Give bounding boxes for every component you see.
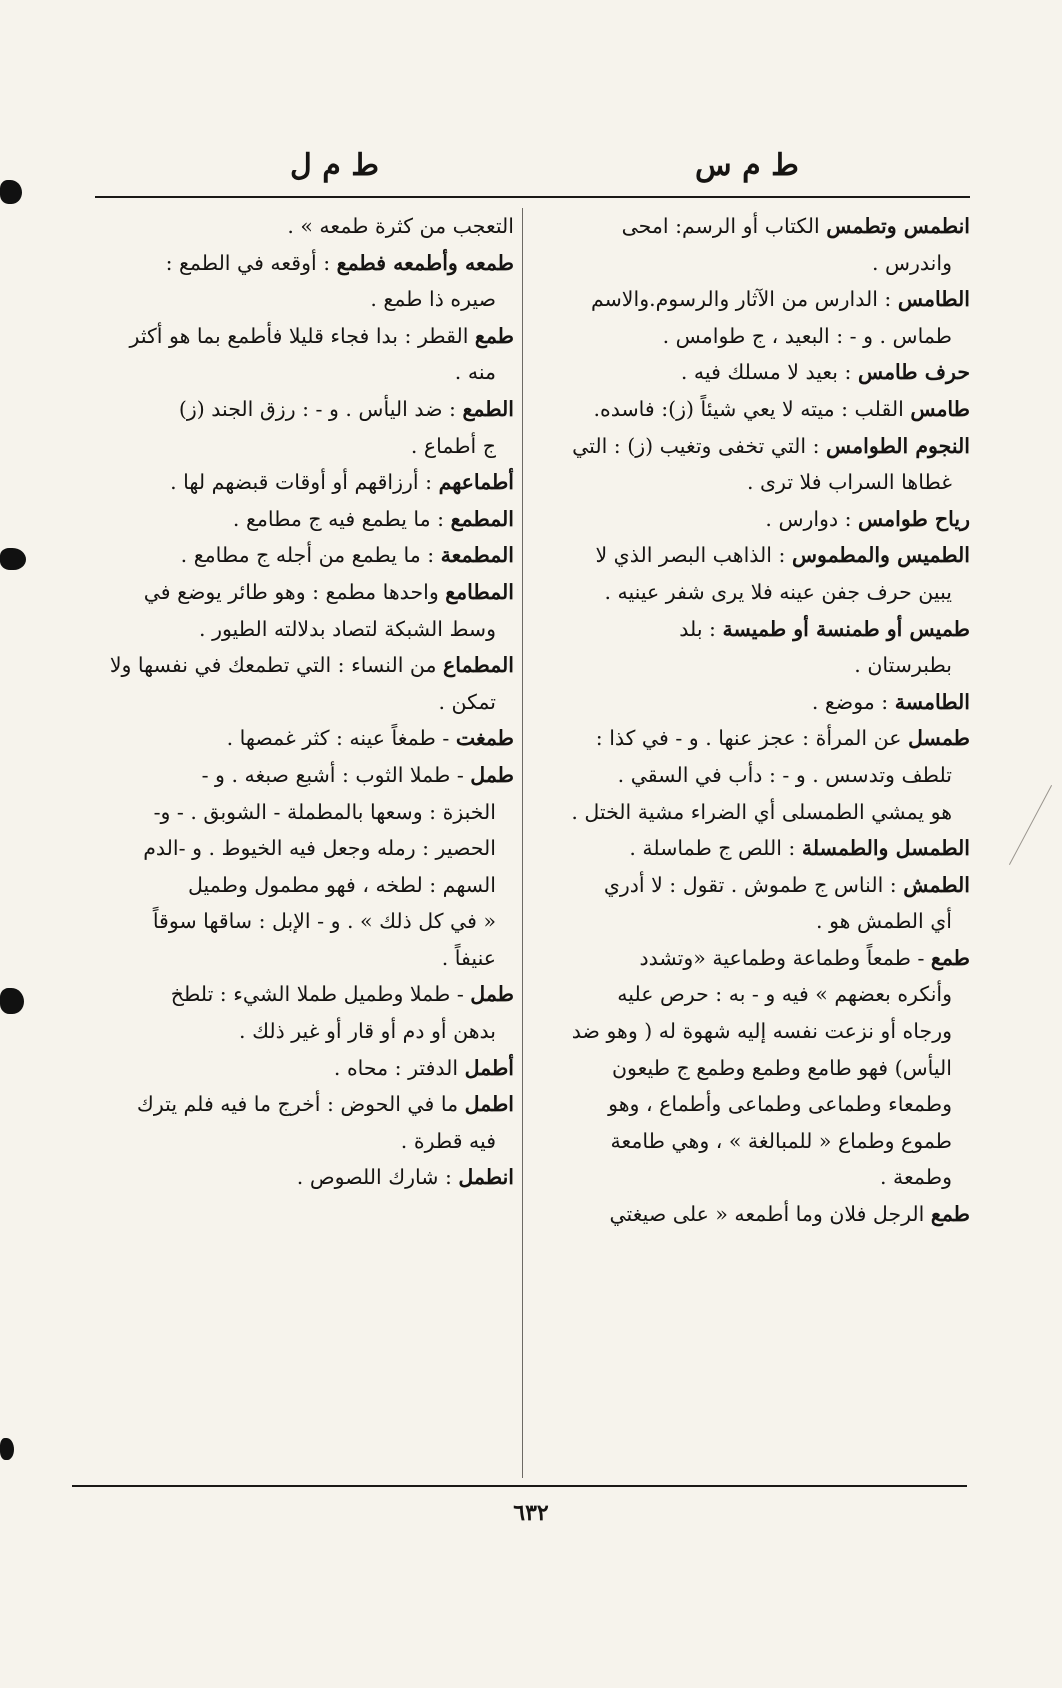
entry-line bbox=[72, 464, 514, 501]
dictionary-entry bbox=[72, 720, 514, 757]
entry-line bbox=[72, 501, 514, 538]
entry-line bbox=[72, 830, 514, 867]
entry-text: ج أطماع . bbox=[410, 433, 496, 458]
entry-headword: الطمسل والطمسلة bbox=[801, 836, 970, 861]
entry-text: التعجب من كثرة طمعه » . bbox=[287, 214, 514, 238]
dictionary-entry bbox=[72, 464, 514, 501]
entry-text: « في كل ذلك » . و - الإبل : ساقها سوقاً bbox=[152, 909, 496, 934]
entry-line bbox=[532, 245, 970, 282]
entry-text: تمكن . bbox=[438, 689, 496, 714]
entry-headword: النجوم الطوامس bbox=[826, 433, 970, 458]
dictionary-entry bbox=[532, 501, 970, 538]
entry-line bbox=[72, 903, 514, 940]
entry-text: : الدارس من الآثار والرسوم.والاسم bbox=[590, 287, 892, 312]
dictionary-entry bbox=[532, 684, 970, 721]
dictionary-entry bbox=[532, 281, 970, 354]
dictionary-entry bbox=[72, 757, 514, 977]
entry-text: يبين حرف جفن عينه فلا يرى شفر عينيه . bbox=[604, 579, 952, 604]
entry-line bbox=[532, 903, 970, 940]
entry-line bbox=[72, 976, 514, 1013]
dictionary-entry bbox=[72, 574, 514, 647]
entry-line bbox=[72, 720, 514, 757]
entry-line bbox=[72, 208, 514, 245]
entry-text: : أوقعه في الطمع : bbox=[165, 250, 331, 275]
entry-headword: الطامس bbox=[897, 287, 970, 312]
entry-headword: حرف طامس bbox=[857, 360, 970, 385]
entry-line bbox=[532, 1013, 970, 1050]
entry-text: - طمغاً عينه : كثر غمصها . bbox=[226, 726, 450, 751]
entry-text: القطر : بدا فجاء قليلا فأطمع بما هو أكثر bbox=[129, 323, 469, 348]
right-column bbox=[532, 208, 970, 1233]
entry-text: : اللص ج طماسلة . bbox=[629, 836, 796, 861]
entry-line bbox=[72, 391, 514, 428]
entry-line bbox=[72, 684, 514, 721]
scan-blot bbox=[0, 1438, 14, 1460]
entry-line bbox=[532, 537, 970, 574]
running-header-left: ط م ل bbox=[290, 148, 380, 183]
entry-line bbox=[532, 464, 970, 501]
entry-line bbox=[532, 757, 970, 794]
entry-text: : ما يطمع من أجله ج مطامع . bbox=[180, 543, 435, 568]
entry-line bbox=[532, 1050, 970, 1087]
entry-headword: طمغت bbox=[455, 726, 514, 751]
entry-line bbox=[532, 501, 970, 538]
entry-headword: انطمس وتطمس bbox=[826, 214, 970, 238]
entry-line bbox=[532, 647, 970, 684]
entry-headword: الطمش bbox=[903, 872, 970, 897]
entry-line bbox=[532, 428, 970, 465]
entry-line bbox=[532, 208, 970, 245]
running-header-right: ط م س bbox=[695, 148, 799, 183]
entry-text: عن المرأة : عجز عنها . و - في كذا : bbox=[595, 726, 902, 751]
entry-text: القلب : ميته لا يعي شيئاً (ز): فاسده. bbox=[593, 396, 904, 421]
entry-text: ورجاه أو نزعت نفسه إليه شهوة له ( وهو ضد bbox=[571, 1019, 952, 1044]
dictionary-entry bbox=[532, 537, 970, 610]
entry-text: عنيفاً . bbox=[441, 945, 496, 970]
entry-line bbox=[72, 647, 514, 684]
entry-headword: المطامع bbox=[445, 579, 514, 604]
entry-line bbox=[72, 1013, 514, 1050]
dictionary-entry bbox=[72, 1050, 514, 1087]
entry-text: أي الطمش هو . bbox=[816, 909, 952, 934]
entry-text: الرجل فلان وما أطمعه « على صيغتي bbox=[609, 1202, 925, 1227]
dictionary-entry bbox=[532, 391, 970, 428]
dictionary-entry bbox=[72, 318, 514, 391]
footer-rule bbox=[72, 1485, 967, 1487]
entry-text: : ضد اليأس . و - : رزق الجند (ز) bbox=[178, 396, 456, 421]
entry-text: ما في الحوض : أخرج ما فيه فلم يترك bbox=[136, 1092, 459, 1117]
dictionary-entry bbox=[72, 391, 514, 464]
column-divider bbox=[522, 208, 523, 1478]
entry-headword: الطميس والمطموس bbox=[791, 543, 970, 568]
entry-headword: انطمل bbox=[458, 1165, 514, 1190]
dictionary-entry bbox=[532, 867, 970, 940]
entry-text: واندرس . bbox=[871, 250, 952, 275]
entry-line bbox=[532, 830, 970, 867]
entry-line bbox=[532, 794, 970, 831]
entry-text: : بعيد لا مسلك فيه . bbox=[680, 360, 852, 385]
entry-text: : موضع . bbox=[811, 689, 889, 714]
entry-headword: طمع bbox=[930, 945, 970, 970]
entry-headword: طمعه وأطمعه فطمع bbox=[336, 250, 514, 275]
entry-text: السهم : لطخه ، فهو مطمول وطميل bbox=[188, 872, 496, 897]
entry-headword: طمع bbox=[930, 1202, 970, 1227]
dictionary-entry bbox=[532, 354, 970, 391]
entry-text: الكتاب أو الرسم: امحى bbox=[621, 214, 820, 238]
entry-headword: المطمعة bbox=[440, 543, 514, 568]
entry-text: تلطف وتدسس . و - : دأب في السقي . bbox=[617, 762, 952, 787]
dictionary-entry bbox=[72, 1086, 514, 1159]
entry-text: من النساء : التي تطمعك في نفسها ولا bbox=[109, 653, 437, 678]
entry-line bbox=[532, 1086, 970, 1123]
dictionary-entry bbox=[532, 428, 970, 501]
entry-headword: الطمع bbox=[462, 396, 514, 421]
entry-text: بدهن أو دم أو قار أو غير ذلك . bbox=[239, 1019, 496, 1044]
entry-line bbox=[72, 428, 514, 465]
dictionary-entry bbox=[72, 245, 514, 318]
entry-headword: المطماع bbox=[443, 653, 514, 678]
entry-line bbox=[532, 611, 970, 648]
entry-line bbox=[72, 281, 514, 318]
dictionary-entry bbox=[532, 1196, 970, 1233]
entry-headword: طمل bbox=[470, 982, 514, 1007]
entry-line bbox=[532, 318, 970, 355]
entry-headword: رياح طوامس bbox=[858, 506, 970, 531]
dictionary-entry bbox=[72, 976, 514, 1049]
scan-blot bbox=[0, 988, 24, 1014]
entry-line bbox=[72, 1159, 514, 1196]
entry-headword: أطماعهم bbox=[438, 470, 514, 495]
entry-headword: اطمل bbox=[464, 1092, 514, 1117]
entry-line bbox=[72, 794, 514, 831]
entry-text: - طملا الثوب : أشبع صبغه . و - bbox=[201, 762, 464, 787]
entry-headword: طمل bbox=[470, 762, 514, 787]
dictionary-entry bbox=[72, 1159, 514, 1196]
entry-text: : الذاهب البصر الذي لا bbox=[595, 543, 786, 568]
entry-text: منه . bbox=[454, 360, 496, 385]
entry-headword: طميس أو طمنسة أو طميسة bbox=[722, 616, 970, 641]
dictionary-entry bbox=[532, 720, 970, 830]
dictionary-entry bbox=[532, 208, 970, 281]
entry-line bbox=[532, 574, 970, 611]
entry-text: : ما يطمع فيه ج مطامع . bbox=[232, 506, 445, 531]
entry-line bbox=[72, 1123, 514, 1160]
dictionary-entry bbox=[72, 208, 514, 245]
entry-text: وطمعة . bbox=[880, 1165, 952, 1190]
scan-blot bbox=[0, 180, 22, 204]
entry-line bbox=[532, 281, 970, 318]
dictionary-entry bbox=[532, 940, 970, 1196]
entry-line bbox=[72, 757, 514, 794]
entry-line bbox=[532, 940, 970, 977]
entry-line bbox=[532, 354, 970, 391]
scan-stray-line bbox=[1009, 785, 1052, 865]
entry-text: وسط الشبكة لتصاد بدلالته الطيور . bbox=[199, 616, 496, 641]
entry-line bbox=[72, 354, 514, 391]
entry-text: الخبزة : وسعها بالمطملة - الشوبق . - و- bbox=[153, 799, 496, 824]
entry-headword: أطمل bbox=[464, 1055, 514, 1080]
entry-line bbox=[532, 1159, 970, 1196]
entry-headword: المطمع bbox=[450, 506, 514, 531]
left-column bbox=[72, 208, 514, 1196]
entry-headword: طامس bbox=[910, 396, 970, 421]
entry-text: واحدها مطمع : وهو طائر يوضع في bbox=[143, 579, 439, 604]
entry-line bbox=[532, 720, 970, 757]
entry-line bbox=[72, 574, 514, 611]
entry-line bbox=[532, 1196, 970, 1233]
entry-line bbox=[72, 1086, 514, 1123]
entry-text: وطمعاء وطماعى وطماعى وأطماع ، وهو bbox=[608, 1092, 952, 1117]
dictionary-entry bbox=[532, 611, 970, 684]
entry-line bbox=[532, 1123, 970, 1160]
entry-line bbox=[532, 976, 970, 1013]
entry-headword: الطامسة bbox=[894, 689, 970, 714]
entry-line bbox=[72, 537, 514, 574]
entry-headword: طمسل bbox=[908, 726, 970, 751]
header-rule bbox=[95, 196, 970, 198]
dictionary-entry bbox=[72, 501, 514, 538]
entry-text: : شارك اللصوص . bbox=[296, 1165, 452, 1190]
entry-text: : دوارس . bbox=[765, 506, 852, 531]
entry-text: طموع وطماع « للمبالغة » ، وهي طامعة bbox=[610, 1128, 952, 1153]
entry-text: طماس . و - : البعيد ، ج طوامس . bbox=[662, 323, 952, 348]
entry-text: الدفتر : محاه . bbox=[333, 1055, 459, 1080]
dictionary-entry bbox=[72, 537, 514, 574]
entry-text: فيه قطرة . bbox=[400, 1128, 496, 1153]
page-number: ٦٣٢ bbox=[513, 1500, 549, 1526]
entry-text: صيره ذا طمع . bbox=[370, 287, 496, 312]
entry-headword: طمع bbox=[474, 323, 514, 348]
entry-text: : أرزاقهم أو أوقات قبضهم لها . bbox=[170, 470, 433, 495]
entry-line bbox=[72, 1050, 514, 1087]
entry-line bbox=[72, 611, 514, 648]
entry-line bbox=[72, 318, 514, 355]
entry-text: هو يمشي الطمسلى أي الضراء مشية الختل . bbox=[571, 799, 952, 824]
entry-text: - طمعاً وطماعة وطماعية «وتشدد bbox=[639, 945, 925, 970]
entry-line bbox=[532, 391, 970, 428]
entry-text: : التي تخفى وتغيب (ز) : التي bbox=[572, 433, 820, 458]
dictionary-entry bbox=[532, 830, 970, 867]
scan-blot bbox=[0, 548, 26, 570]
entry-line bbox=[72, 245, 514, 282]
entry-line bbox=[72, 940, 514, 977]
entry-line bbox=[72, 867, 514, 904]
entry-text: غطاها السراب فلا ترى . bbox=[746, 470, 952, 495]
entry-text: بطبرستان . bbox=[854, 653, 952, 678]
entry-text: اليأس) فهو طامع وطمع وطمع ج طيعون bbox=[611, 1055, 952, 1080]
entry-text: - طملا وطميل طملا الشيء : تلطخ bbox=[170, 982, 464, 1007]
entry-line bbox=[532, 867, 970, 904]
dictionary-entry bbox=[72, 647, 514, 720]
entry-text: الحصير : رمله وجعل فيه الخيوط . و -الدم bbox=[143, 836, 496, 861]
entry-text: : الناس ج طموش . تقول : لا أدري bbox=[603, 872, 897, 897]
entry-line bbox=[532, 684, 970, 721]
entry-text: : بلد bbox=[679, 616, 716, 641]
entry-text: وأنكره بعضهم » فيه و - به : حرص عليه bbox=[617, 982, 952, 1007]
